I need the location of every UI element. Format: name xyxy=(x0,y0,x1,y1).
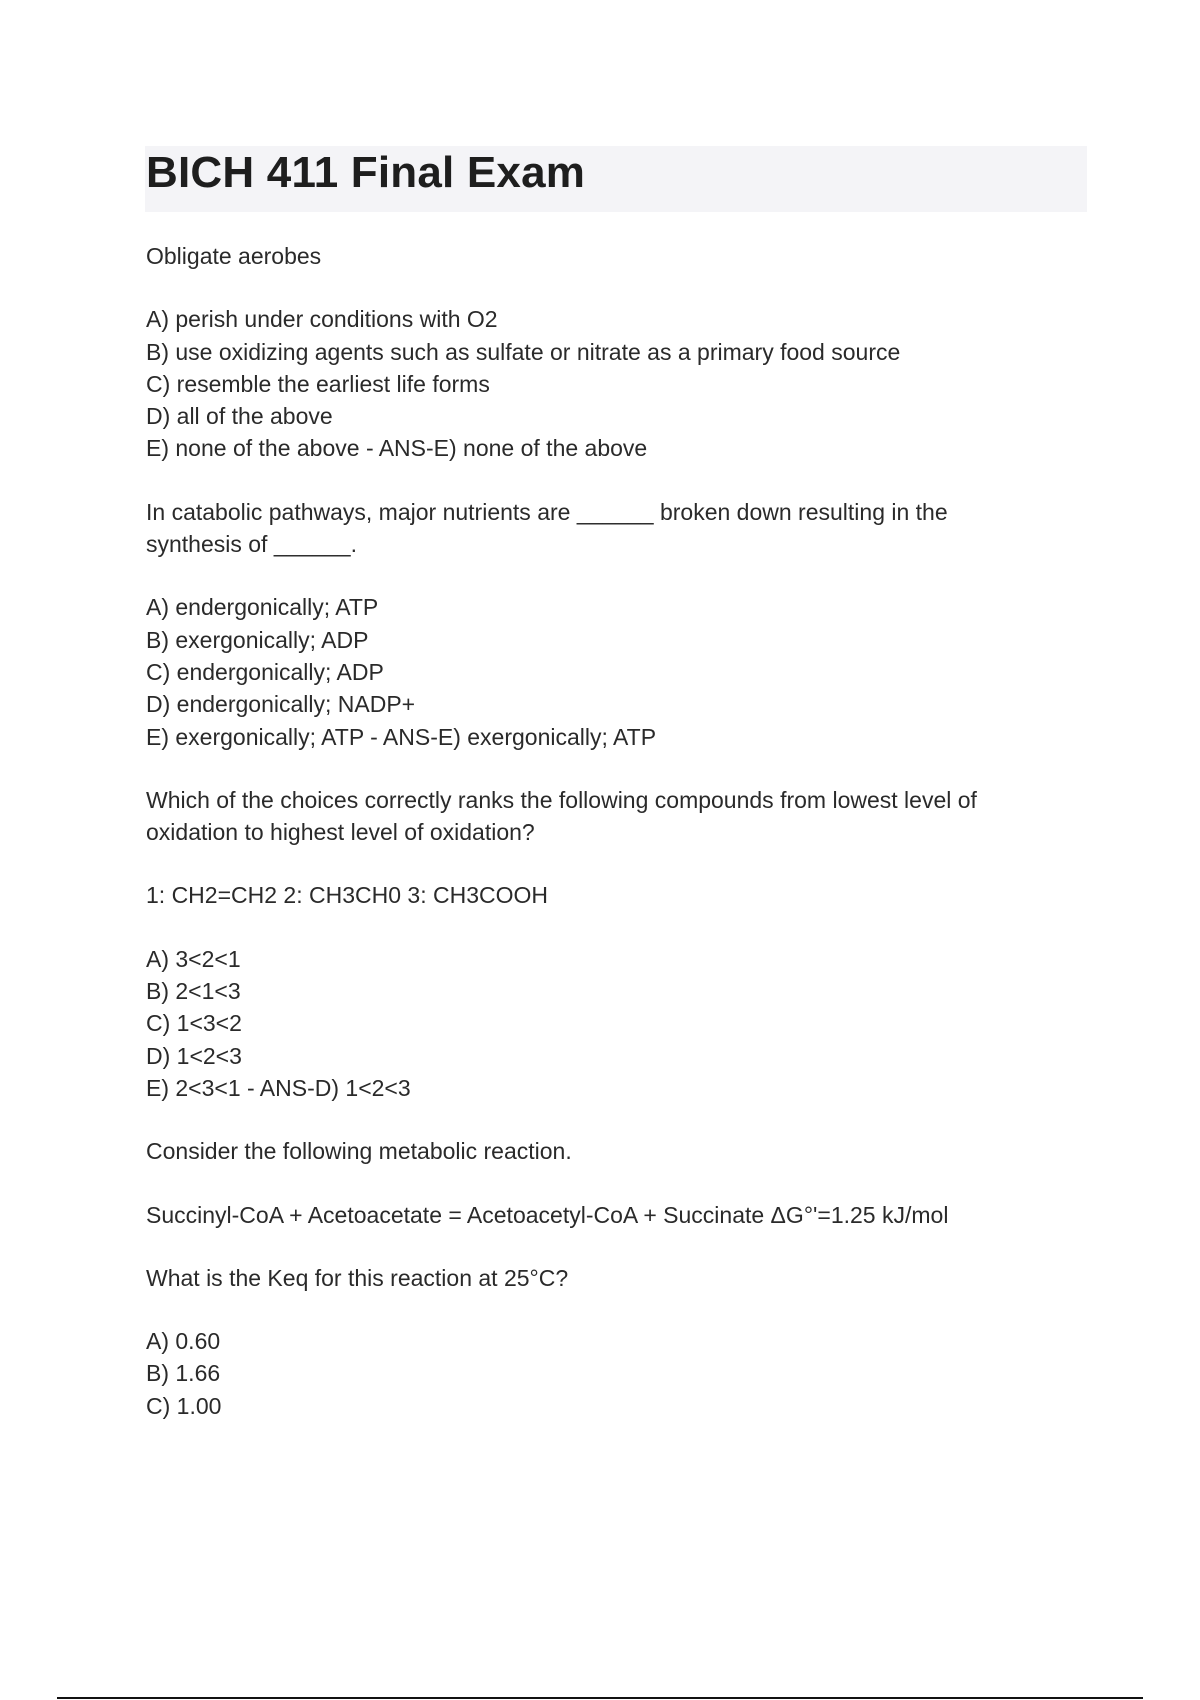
option: B) exergonically; ADP xyxy=(146,626,369,653)
option: C) 1<3<2 xyxy=(146,1010,242,1037)
question-2-prompt-line2: synthesis of ______. xyxy=(146,531,357,558)
option-with-answer: E) 2<3<1 - ANS-D) 1<2<3 xyxy=(146,1074,411,1101)
question-1-prompt: Obligate aerobes xyxy=(146,243,322,269)
question-2-prompt-line1: In catabolic pathways, major nutrients are ______ broken down resulting in the xyxy=(146,498,948,525)
question-2-options xyxy=(146,591,1046,752)
option-with-answer: E) none of the above - ANS-E) none of the above xyxy=(146,435,648,462)
option: C) endergonically; ADP xyxy=(146,658,384,685)
question-3-prompt-line1: Which of the choices correctly ranks the following compounds from lowest level of xyxy=(146,786,977,813)
option: A) 3<2<1 xyxy=(146,945,241,972)
option: B) 1.66 xyxy=(146,1360,221,1387)
question-4-options xyxy=(146,1325,1046,1422)
question-4-prompt: Consider the following metabolic reaction. xyxy=(146,1138,572,1165)
option-with-answer: E) exergonically; ATP - ANS-E) exergonically; ATP xyxy=(146,723,657,750)
question-4-question: What is the Keq for this reaction at 25°C? xyxy=(146,1264,569,1291)
option: A) endergonically; ATP xyxy=(146,594,379,621)
question-3-prompt-line2: oxidation to highest level of oxidation? xyxy=(146,819,535,846)
option: D) all of the above xyxy=(146,403,333,430)
question-2 xyxy=(146,496,1046,753)
option: A) 0.60 xyxy=(146,1328,221,1355)
option: C) 1.00 xyxy=(146,1392,222,1419)
footer-rule xyxy=(57,1697,1143,1699)
option: C) resemble the earliest life forms xyxy=(146,370,490,397)
option: D) endergonically; NADP+ xyxy=(146,691,416,718)
option: A) perish under conditions with O2 xyxy=(146,306,498,333)
question-3 xyxy=(146,784,1046,1104)
question-3-options xyxy=(146,943,1046,1104)
question-1-options xyxy=(146,303,1046,464)
option: B) use oxidizing agents such as sulfate or nitrate as a primary food source xyxy=(146,338,901,365)
question-3-compounds: 1: CH2=CH2 2: CH3CH0 3: CH3COOH xyxy=(146,882,548,909)
document-body xyxy=(146,240,1046,1422)
question-1 xyxy=(146,240,1046,465)
option: B) 2<1<3 xyxy=(146,978,241,1005)
option: D) 1<2<3 xyxy=(146,1042,242,1069)
document-title: BICH 411 Final Exam xyxy=(146,148,586,197)
question-4-reaction: Succinyl-CoA + Acetoacetate = Acetoacetyl-CoA + Succinate ΔG°'=1.25 kJ/mol xyxy=(146,1201,949,1228)
question-4 xyxy=(146,1135,1046,1422)
